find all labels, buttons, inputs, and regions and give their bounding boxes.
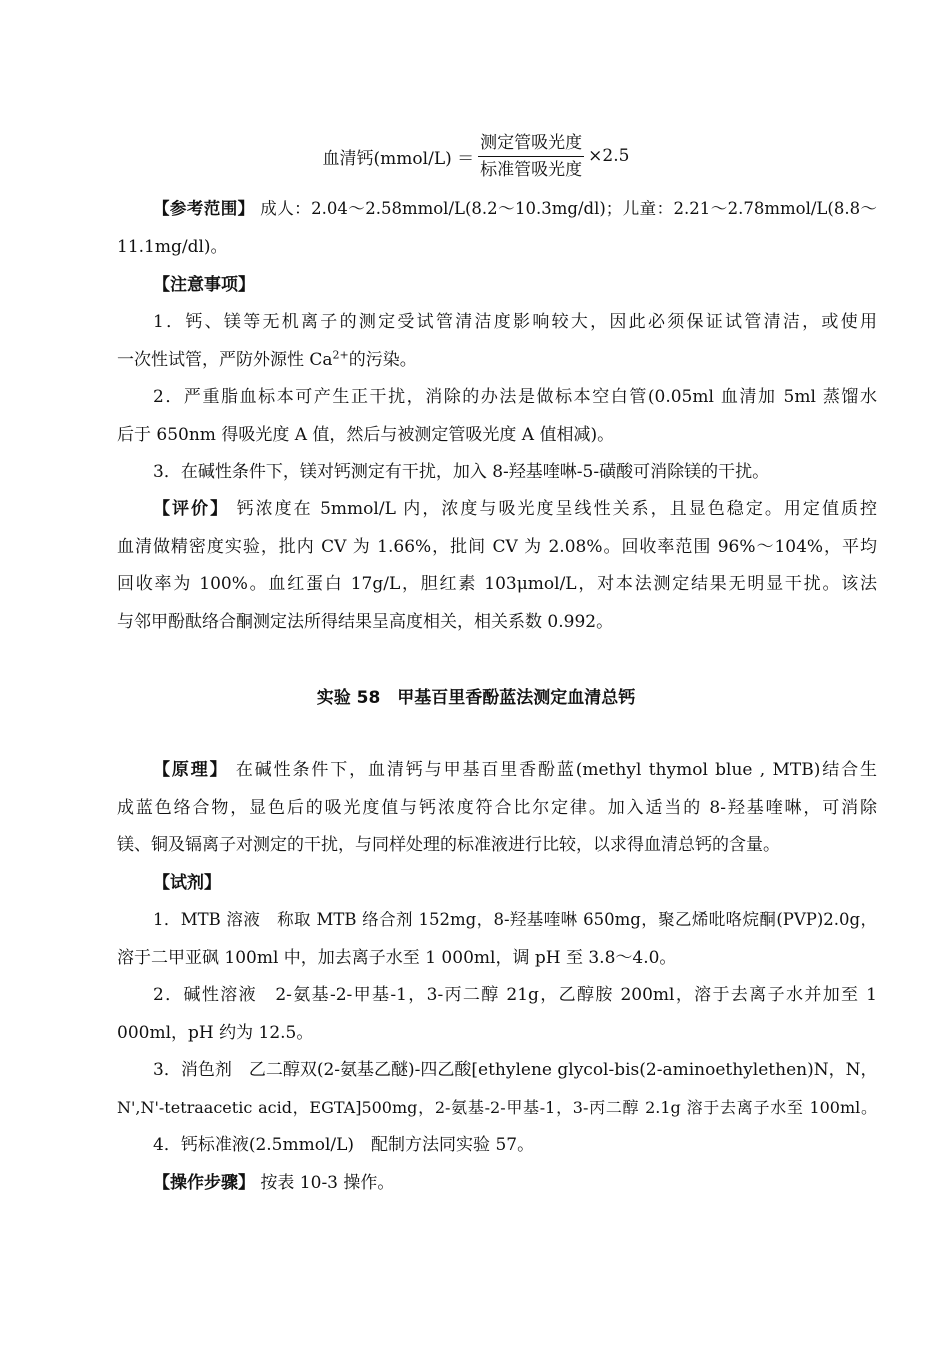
principle-line-3: 镁、铜及镉离子对测定的干扰，与同样处理的标准液进行比较，以求得血清总钙的含量。 [117, 835, 780, 855]
note-3: 3．在碱性条件下，镁对钙测定有干扰，加入 8-羟基喹啉-5-磺酸可消除镁的干扰。 [153, 462, 770, 482]
note-2-line-2: 后于 650nm 得吸光度 A 值，然后与被测定管吸光度 A 值相减)。 [117, 425, 615, 445]
note-1-text-pre: 一次性试管，严防外源性 Ca [117, 350, 333, 370]
evaluation-label: 【评价】 [153, 499, 230, 519]
formula-denominator: 标准管吸光度 [480, 159, 583, 180]
formula-numerator: 测定管吸光度 [478, 132, 584, 157]
reagent-4: 4．钙标准液(2.5mmol/L) 配制方法同实验 57。 [153, 1135, 535, 1155]
principle-text-1: 在碱性条件下，血清钙与甲基百里香酚蓝(methyl thymol blue , MTB)结合生 [235, 760, 878, 780]
reagent-3-line-2: N',N'-tetraacetic acid，EGTA]500mg，2-氨基-2-甲基-1，3-丙二醇 2.1g 溶于去离子水至 100ml。 [117, 1098, 877, 1117]
reference-label: 【参考范围】 [153, 199, 255, 218]
evaluation-line-4: 与邻甲酚酞络合酮测定法所得结果呈高度相关，相关系数 0.992。 [117, 612, 614, 632]
note-1-superscript: 2+ [332, 348, 349, 362]
reagent-2-line-1: 2．碱性溶液 2-氨基-2-甲基-1，3-丙二醇 21g，乙醇胺 200ml，溶于去离子水并加至 1 [153, 985, 877, 1005]
notes-label: 【注意事项】 [153, 275, 255, 295]
evaluation-line-1 [153, 497, 877, 521]
reference-text-1: 成人：2.04～2.58mmol/L(8.2～10.3mg/dl)；儿童：2.21～2.78mmol/L(8.8～ [260, 199, 877, 218]
note-1-line-2 [117, 348, 417, 372]
formula-fraction [478, 132, 584, 181]
experiment-title: 实验 58 甲基百里香酚蓝法测定血清总钙 [316, 688, 636, 708]
reagent-2-line-2: 000ml，pH 约为 12.5。 [117, 1023, 314, 1043]
procedure-label: 【操作步骤】 [153, 1173, 255, 1193]
principle-line-2: 成蓝色络合物，显色后的吸光度值与钙浓度符合比尔定律。加入适当的 8-羟基喹啉，可消除 [117, 798, 877, 818]
reference-line-2: 11.1mg/dl)。 [117, 237, 228, 257]
principle-label: 【原理】 [153, 760, 229, 780]
note-1-text-post: 的污染。 [348, 350, 417, 370]
reagents-label: 【试剂】 [153, 873, 221, 893]
reagent-3-line-1: 3．消色剂 乙二醇双(2-氨基乙醚)-四乙酸[ethylene glycol-bis(2-aminoethylethen)N，N， [153, 1060, 878, 1080]
reagent-1-line-2: 溶于二甲亚砜 100ml 中，加去离子水至 1 000ml，调 pH 至 3.8～4.0。 [117, 948, 677, 968]
principle-line-1 [153, 758, 877, 782]
evaluation-line-2: 血清做精密度实验，批内 CV 为 1.66%，批间 CV 为 2.08%。回收率范围 96%～104%，平均 [117, 537, 877, 557]
evaluation-line-3: 回收率为 100%。血红蛋白 17g/L，胆红素 103μmol/L，对本法测定结果无明显干扰。该法 [117, 574, 877, 594]
evaluation-text-1: 钙浓度在 5mmol/L 内，浓度与吸光度呈线性关系，且显色稳定。用定值质控 [236, 499, 877, 519]
calcium-formula [0, 128, 952, 184]
procedure-line [153, 1171, 394, 1195]
reference-line-1 [153, 197, 877, 221]
procedure-text: 按表 10-3 操作。 [260, 1173, 395, 1193]
formula-lhs: 血清钙(mmol/L) ＝ [322, 148, 475, 169]
reagent-1-line-1: 1．MTB 溶液 称取 MTB 络合剂 152mg，8-羟基喹啉 650mg，聚乙烯吡咯烷酮(PVP)2.0g， [153, 910, 877, 929]
note-1-line-1: 1．钙、镁等无机离子的测定受试管清洁度影响较大，因此必须保证试管清洁，或使用 [153, 312, 877, 332]
formula-multiplier: ×2.5 [588, 146, 630, 166]
note-2-line-1: 2．严重脂血标本可产生正干扰，消除的办法是做标本空白管(0.05ml 血清加 5ml 蒸馏水 [153, 387, 877, 407]
